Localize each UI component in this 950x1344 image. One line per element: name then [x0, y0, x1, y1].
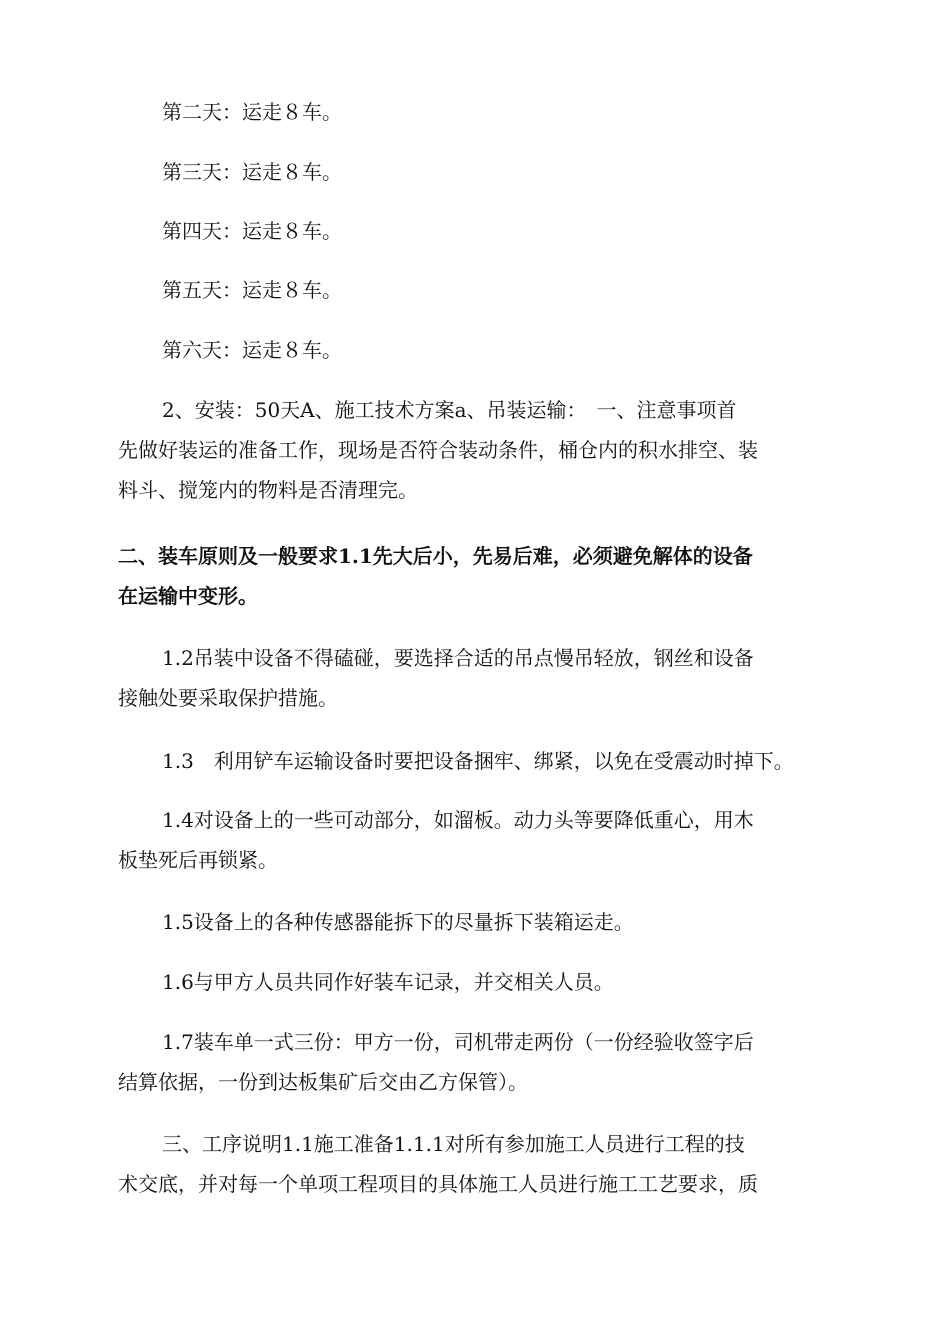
- text-line: 1.3 利用铲车运输设备时要把设备捆牢、绑紧，以免在受震动时掉下。: [162, 749, 794, 773]
- text-line: 1.4对设备上的一些可动部分，如溜板。动力头等要降低重心，用木: [162, 808, 754, 832]
- paragraph-day4: [118, 211, 838, 251]
- text-line: 术交底，并对每一个单项工程项目的具体施工人员进行施工工艺要求，质: [118, 1172, 758, 1196]
- paragraph-1-6: [118, 962, 838, 1002]
- text-line: 1.5设备上的各种传感器能拆下的尽量拆下装箱运走。: [162, 910, 634, 934]
- text-line: 第五天：运走８车。: [162, 278, 342, 302]
- text-line: 料斗、搅笼内的物料是否清理完。: [118, 478, 418, 502]
- text-line: 2、安装：50天A、施工技术方案a、吊装运输： 一、注意事项首: [162, 398, 737, 422]
- paragraph-installation: [118, 390, 838, 510]
- text-line: 1.6与甲方人员共同作好装车记录，并交相关人员。: [162, 970, 614, 994]
- text-line: 先做好装运的准备工作，现场是否符合装动条件，桶仓内的积水排空、装: [118, 438, 758, 462]
- paragraph-day2: [118, 92, 838, 132]
- text-line: 第三天：运走８车。: [162, 160, 342, 184]
- text-line: 第四天：运走８车。: [162, 219, 342, 243]
- paragraph-1-5: [118, 902, 838, 942]
- text-line: 在运输中变形。: [118, 584, 258, 608]
- paragraph-section-3: [118, 1124, 838, 1204]
- text-line: 1.7装车单一式三份：甲方一份，司机带走两份（一份经验收签字后: [162, 1030, 754, 1054]
- paragraph-1-2: [118, 638, 838, 718]
- text-line: 三、工序说明1.1施工准备1.1.1对所有参加施工人员进行工程的技: [162, 1132, 745, 1156]
- text-line: 第六天：运走８车。: [162, 338, 342, 362]
- text-line: 第二天：运走８车。: [162, 100, 342, 124]
- text-line: 接触处要采取保护措施。: [118, 686, 338, 710]
- section-heading-2: [118, 536, 838, 616]
- text-line: 二、装车原则及一般要求1.1先大后小，先易后难，必须避免解体的设备: [118, 544, 753, 568]
- text-line: 结算依据，一份到达板集矿后交由乙方保管）。: [118, 1070, 528, 1094]
- paragraph-1-3: [118, 741, 838, 781]
- text-line: 1.2吊装中设备不得磕碰，要选择合适的吊点慢吊轻放，钢丝和设备: [162, 646, 754, 670]
- paragraph-day3: [118, 152, 838, 192]
- paragraph-1-4: [118, 800, 838, 880]
- paragraph-day5: [118, 270, 838, 310]
- paragraph-day6: [118, 330, 838, 370]
- paragraph-1-7: [118, 1022, 838, 1102]
- text-line: 板垫死后再锁紧。: [118, 848, 278, 872]
